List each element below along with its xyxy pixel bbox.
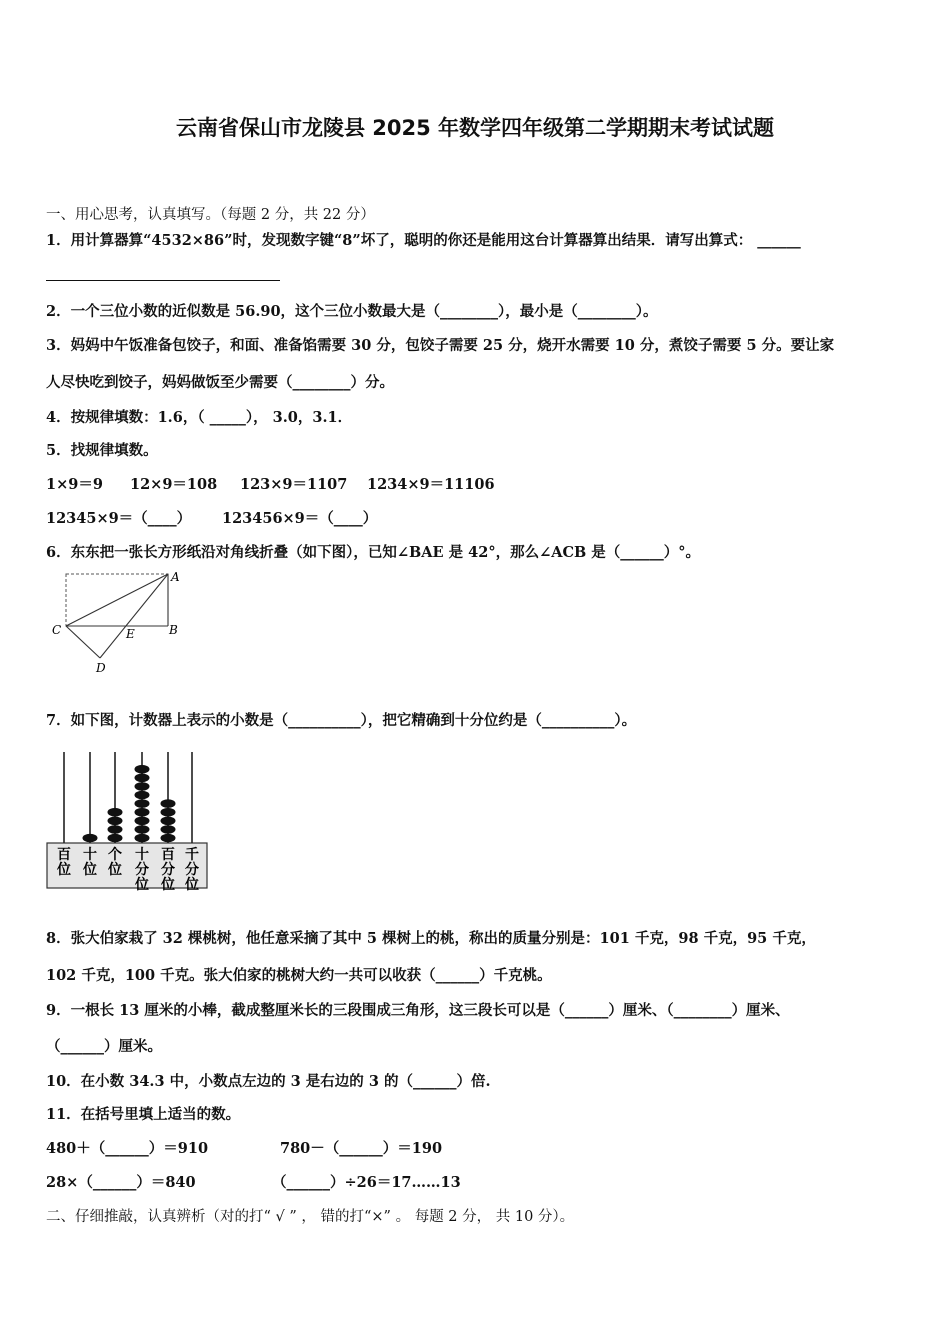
abacus-label-char: 位 [135, 877, 149, 893]
q5-item: 1234×9＝11106 [367, 476, 495, 493]
point-label-C: C [52, 623, 62, 637]
abacus-label-char: 分 [135, 862, 149, 878]
abacus-bead [161, 799, 176, 808]
abacus-bead [108, 834, 123, 843]
abacus-figure [44, 748, 214, 893]
abacus-label-char: 位 [83, 862, 97, 878]
abacus-bead [135, 817, 150, 826]
abacus-bead [108, 825, 123, 834]
question-8-line-2: 102 千克，100 千克。张大伯家的桃树大约一共可以收获（______）千克桃。 [46, 967, 552, 984]
question-1: 1．用计算器算“4532×86”时，发现数字键“8”坏了，聪明的你还是能用这台计算器算出结果．请写出算式： ______ [46, 232, 801, 249]
fold-line-CA [66, 574, 168, 626]
question-4: 4．按规律填数：1.6，（ _____）， 3.0，3.1． [46, 409, 353, 426]
abacus-label-char: 分 [161, 862, 175, 878]
abacus-label-char: 位 [185, 877, 199, 893]
abacus-bead [135, 774, 150, 783]
question-8-line-1: 8．张大伯家栽了 32 棵桃树，他任意采摘了其中 5 棵树上的桃，称出的质量分别是：101 千克，98 千克，95 千克， [46, 930, 816, 947]
abacus-bead [108, 808, 123, 817]
abacus-bead [161, 817, 176, 826]
abacus-bead [135, 765, 150, 774]
page-title: 云南省保山市龙陵县 2025 年数学四年级第二学期期末考试试题 [175, 116, 775, 140]
abacus-label-char: 位 [161, 877, 175, 893]
abacus-bead [108, 817, 123, 826]
abacus-bead [135, 825, 150, 834]
abacus-base [47, 843, 207, 888]
abacus-bead [161, 834, 176, 843]
section-2-heading: 二、仔细推敲，认真辨析（对的打“ √ ” ， 错的打“×” 。 每题 2 分， 共 10 分）。 [46, 1209, 575, 1225]
question-2: 2．一个三位小数的近似数是 56.90，这个三位小数最大是（________），最小是（________）。 [46, 303, 658, 320]
abacus-label-char: 分 [185, 862, 199, 878]
answer-blank-line [46, 280, 280, 281]
q11-item: 780－（______）＝190 [280, 1140, 443, 1157]
abacus-bead [135, 791, 150, 800]
abacus-label-char: 百 [161, 847, 175, 863]
abacus-label-char: 位 [108, 862, 122, 878]
fold-line-CD [66, 626, 100, 658]
q5-item: 123×9＝1107 [240, 476, 348, 493]
abacus-label-char: 千 [185, 847, 199, 863]
question-7: 7．如下图，计数器上表示的小数是（__________），把它精确到十分位约是（__________）。 [46, 712, 637, 729]
section-1-heading: 一、用心思考，认真填写。（每题 2 分，共 22 分） [46, 207, 375, 223]
question-9-line-1: 9．一根长 13 厘米的小棒，截成整厘米长的三段围成三角形，这三段长可以是（______）厘米、（________）厘米、 [46, 1002, 790, 1019]
point-label-D: D [96, 661, 106, 675]
q11-item: （______）÷26＝17……13 [272, 1174, 461, 1191]
point-label-A: A [171, 570, 180, 584]
question-3-line-1: 3．妈妈中午饭准备包饺子，和面、准备馅需要 30 分，包饺子需要 25 分，烧开水需要 10 分，煮饺子需要 5 分。要让家 [46, 337, 835, 354]
abacus-bead [135, 808, 150, 817]
question-11: 11．在括号里填上适当的数。 [46, 1106, 241, 1123]
point-label-B: B [169, 623, 178, 637]
q11-item: 480＋（______）＝910 [46, 1140, 209, 1157]
abacus-label-char: 个 [108, 847, 122, 863]
abacus-label-char: 十 [135, 847, 149, 863]
fold-line-AD [100, 574, 168, 658]
question-5: 5．找规律填数。 [46, 442, 158, 459]
question-9-line-2: （______）厘米。 [46, 1038, 162, 1055]
abacus-bead [161, 825, 176, 834]
q5-item: 12345×9＝（____） [46, 510, 192, 527]
abacus-label-char: 十 [83, 847, 97, 863]
q5-item: 1×9＝9 [46, 476, 103, 493]
fold-figure [46, 566, 196, 678]
question-10: 10．在小数 34.3 中，小数点左边的 3 是右边的 3 的（______）倍. [46, 1073, 491, 1090]
abacus-bead [161, 808, 176, 817]
abacus-bead [135, 782, 150, 791]
point-label-E: E [126, 627, 135, 641]
q5-item: 123456×9＝（____） [222, 510, 378, 527]
abacus-bead [83, 834, 98, 843]
question-3-line-2: 人尽快吃到饺子，妈妈做饭至少需要（________）分。 [46, 374, 394, 391]
question-6: 6．东东把一张长方形纸沿对角线折叠（如下图），已知∠BAE 是 42°，那么∠ACB 是（______）°。 [46, 544, 701, 561]
abacus-label-char: 百 [57, 847, 71, 863]
abacus-bead [135, 834, 150, 843]
q11-item: 28×（______）＝840 [46, 1174, 196, 1191]
q5-item: 12×9＝108 [130, 476, 218, 493]
abacus-label-char: 位 [57, 862, 71, 878]
abacus-bead [135, 799, 150, 808]
